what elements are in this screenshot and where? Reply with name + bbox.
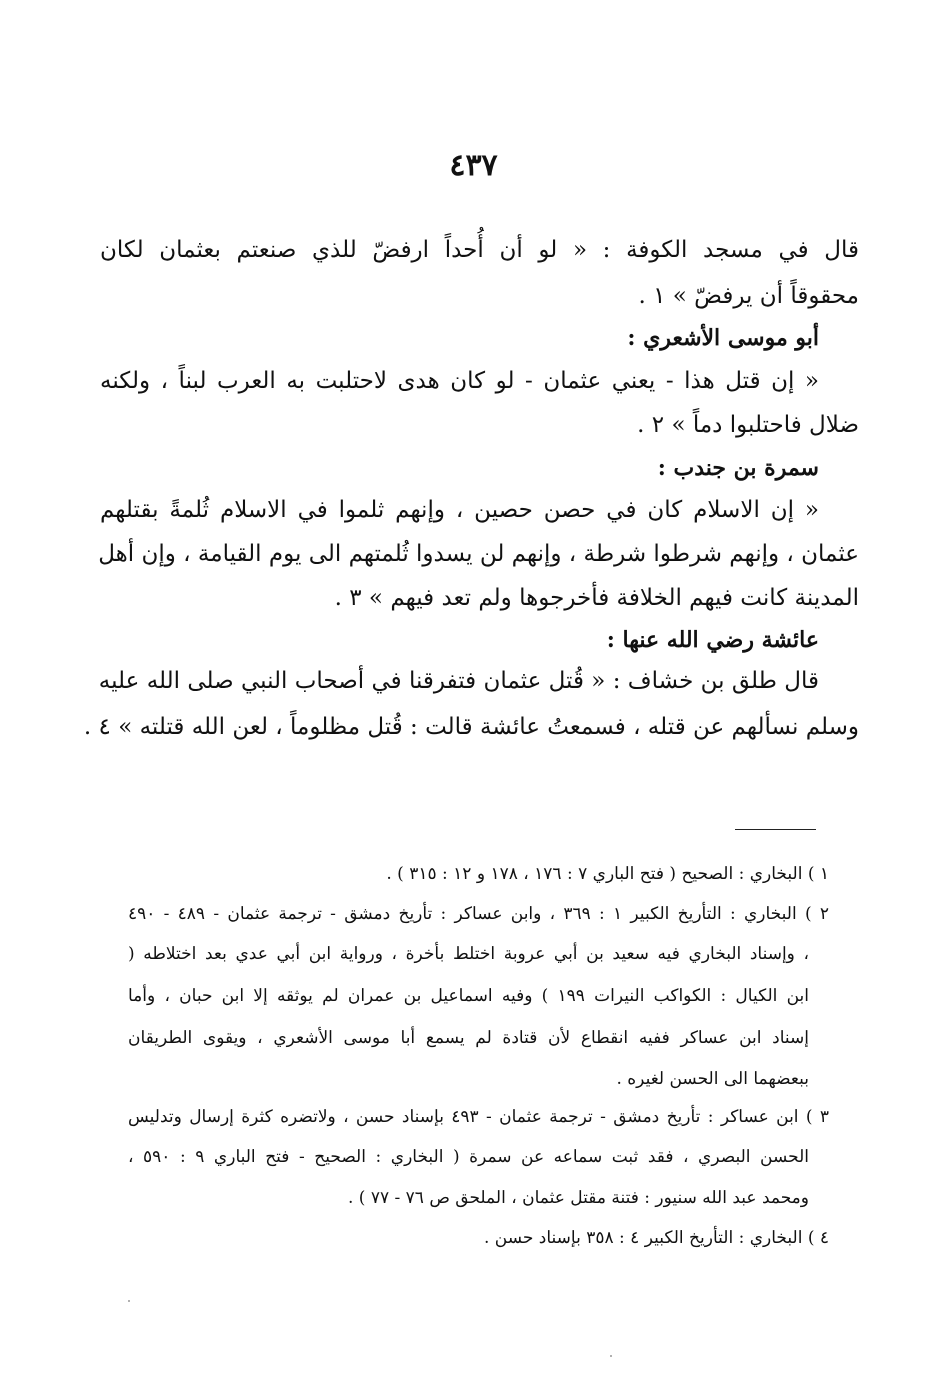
footnote-line: ابن الكيال : الكواكب النيرات ١٩٩ ) وفيه اسماعيل بن عمران لم يوثقه إلا ابن حبان ، وأما	[128, 986, 810, 1006]
footnote-line: الحسن البصري ، فقد ثبت سماعه عن سمرة ( البخاري : الصحيح - فتح الباري ٩ : ٥٩٠ ،	[128, 1147, 810, 1167]
section-heading: أبو موسى الأشعري :	[627, 325, 819, 351]
body-line: « إن الاسلام كان في حصن حصين ، وإنهم ثلموا في الاسلام ثُلمةً بقتلهم	[100, 497, 819, 523]
footnote-separator	[735, 829, 816, 830]
footnote-line: ٤ ) البخاري : التأريخ الكبير ٤ : ٣٥٨ بإسناد حسن .	[483, 1228, 829, 1248]
body-line: « إن قتل هذا - يعني عثمان - لو كان هدى لاحتلبت به العرب لبناً ، ولكنه	[100, 368, 819, 394]
body-line: ضلال فاحتلبوا دماً » ٢ .	[637, 412, 859, 438]
body-line: وسلم نسألهم عن قتله ، فسمعتُ عائشة قالت : قُتل مظلوماً ، لعن الله قتلته » ٤ .	[83, 714, 859, 740]
body-line: محقوقاً أن يرفضّ » ١ .	[638, 283, 859, 309]
footnote-line: ومحمد عبد الله سنيور : فتنة مقتل عثمان ، الملحق ص ٧٦ - ٧٧ ) .	[347, 1188, 809, 1208]
footnote-line: ، وإسناد البخاري فيه سعيد بن أبي عروبة اختلط بأخرة ، ورواية ابن أبي عدي بعد اختلاطه (	[128, 944, 809, 964]
body-line: قال طلق بن خشاف : « قُتل عثمان فتفرقنا في أصحاب النبي صلى الله عليه	[98, 668, 819, 694]
footnote-line: إسناد ابن عساكر ففيه انقطاع لأن قتادة لم يسمع أبا موسى الأشعري ، ويقوى الطريقان	[128, 1028, 809, 1048]
footnote-line: ١ ) البخاري : الصحيح ( فتح الباري ٧ : ١٧٦ ، ١٧٨ و ١٢ : ٣١٥ ) .	[386, 864, 829, 884]
body-line: عثمان ، وإنهم شرطوا شرطة ، وإنهم لن يسدوا ثُلمتهم الى يوم القيامة ، وإن أهل	[98, 541, 859, 567]
footnote-line: ببعضهما الى الحسن لغيره .	[616, 1069, 809, 1089]
footnote-line: ٢ ) البخاري : التأريخ الكبير ١ : ٣٦٩ ، وابن عساكر : تأريخ دمشق - ترجمة عثمان - ٤٨٩ - ٤٩٠	[128, 904, 829, 924]
scan-speck	[128, 1300, 130, 1302]
page-number: ٤٣٧	[449, 148, 498, 183]
body-line: قال في مسجد الكوفة : « لو أن أُحداً ارفضّ للذي صنعتم بعثمان لكان	[100, 237, 860, 263]
section-heading: سمرة بن جندب :	[657, 455, 819, 481]
scan-speck	[610, 1355, 612, 1357]
section-heading: عائشة رضي الله عنها :	[606, 627, 819, 653]
footnote-line: ٣ ) ابن عساكر : تأريخ دمشق - ترجمة عثمان - ٤٩٣ بإسناد حسن ، ولاتضره كثرة إرسال وتدليس	[128, 1107, 829, 1127]
body-line: المدينة كانت فيهم الخلافة فأخرجوها ولم تعد فيهم » ٣ .	[334, 585, 859, 611]
